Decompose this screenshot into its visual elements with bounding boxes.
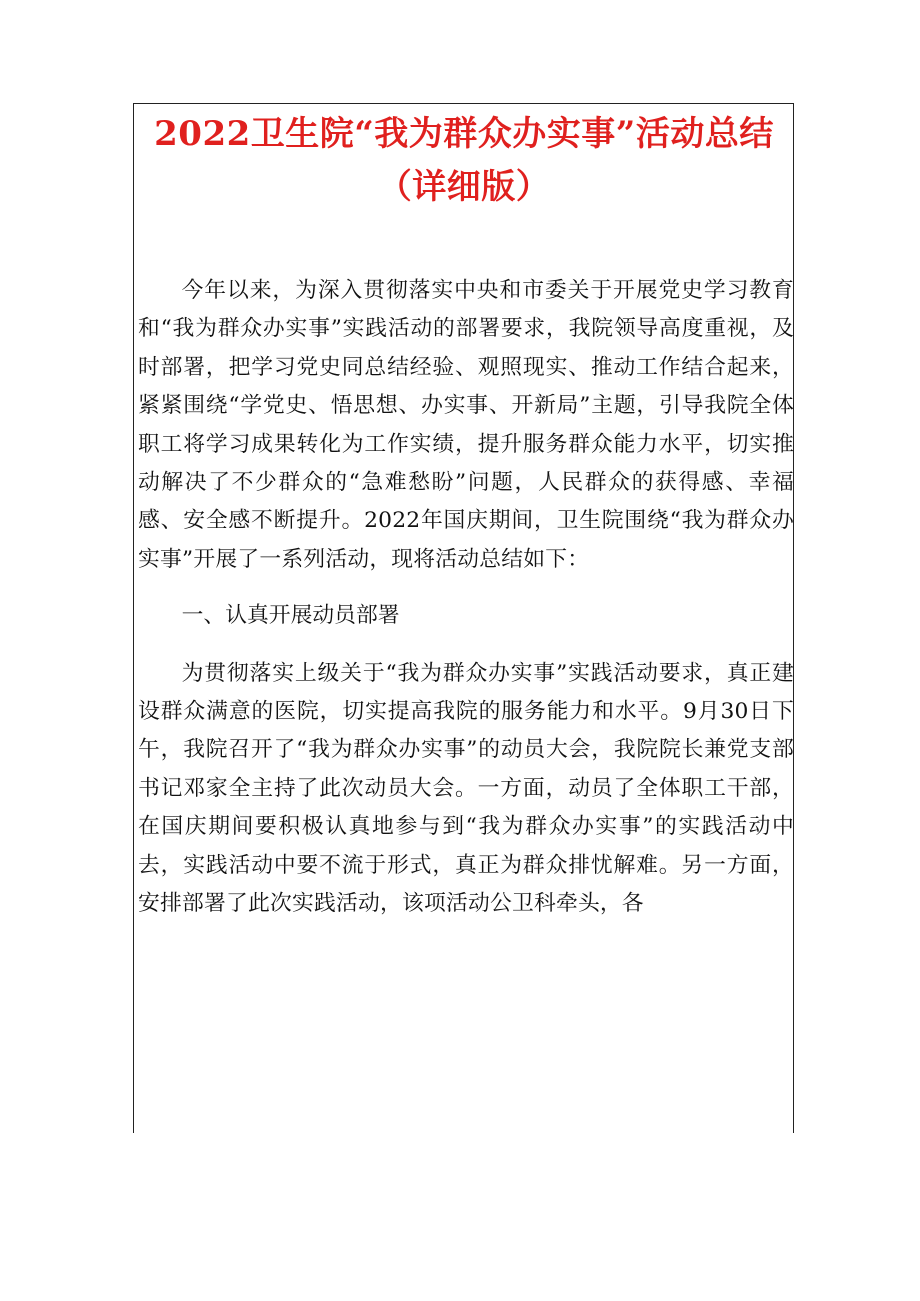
document-body bbox=[138, 272, 794, 924]
section-heading: 一、认真开展动员部署 bbox=[181, 603, 400, 629]
document-title: 2022卫生院“我为群众办实事”活动总结（详细版） bbox=[154, 114, 774, 207]
intro-paragraph: 今年以来，为深入贯彻落实中央和市委关于开展党史学习教育和“我为群众办实事”实践活动的部署要求，我院领导高度重视，及时部署，把学习党史同总结经验、观照现实、推动工作结合起来，紧紧围绕“学党史、悟思想、办实事、开新局”主题，引导我院全体职工将学习成果转化为工作实绩，提升服务群众能力水平，切实推动解决了不少群众的“急难愁盼”问题，人民群众的获得感、幸福感、安全感不断提升。2022年国庆期间，卫生院围绕“我为群众办实事”开展了一系列活动，现将活动总结如下： bbox=[138, 278, 794, 572]
section-paragraph: 为贯彻落实上级关于“我为群众办实事”实践活动要求，真正建设群众满意的医院，切实提高我院的服务能力和水平。9月30日下午，我院召开了“我为群众办实事”的动员大会，我院院长兼党支部书记邓家全主持了此次动员大会。一方面，动员了全体职工干部，在国庆期间要积极认真地参与到“我为群众办实事”的实践活动中去，实践活动中要不流于形式，真正为群众排忧解难。另一方面，安排部署了此次实践活动，该项活动公卫科牵头，各 bbox=[138, 660, 794, 917]
